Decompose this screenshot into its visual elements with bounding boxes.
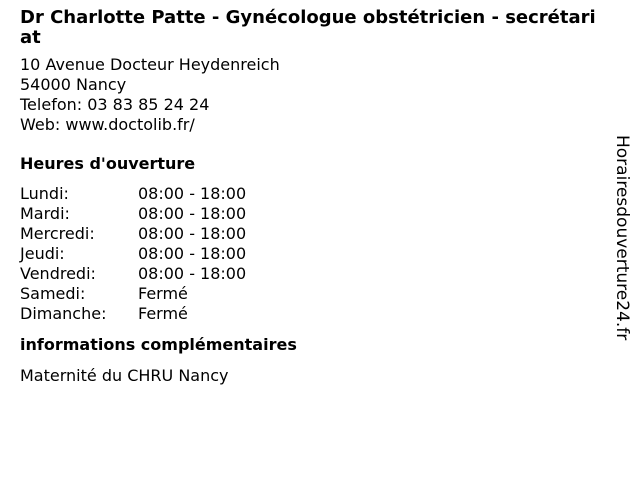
additional-info-text: Maternité du CHRU Nancy: [20, 366, 229, 385]
day-hours: Fermé: [138, 284, 188, 303]
address-block: [20, 55, 605, 135]
day-label: Jeudi:: [20, 244, 65, 263]
day-hours: 08:00 - 18:00: [138, 184, 247, 203]
opening-hours-table: [20, 184, 605, 324]
day-label: Mercredi:: [20, 224, 95, 243]
day-label: Samedi:: [20, 284, 86, 303]
street-address: 10 Avenue Docteur Heydenreich: [20, 55, 280, 74]
opening-hours-heading: Heures d'ouverture: [20, 154, 196, 173]
hours-row-sunday: [20, 304, 605, 324]
hours-row-tuesday: [20, 204, 605, 224]
day-hours: 08:00 - 18:00: [138, 224, 247, 243]
website-link[interactable]: Web: www.doctolib.fr/: [20, 115, 195, 134]
hours-row-wednesday: [20, 224, 605, 244]
day-hours: Fermé: [138, 304, 188, 323]
day-hours: 08:00 - 18:00: [138, 264, 247, 283]
listing-content: [20, 8, 605, 386]
day-hours: 08:00 - 18:00: [138, 204, 247, 223]
page-title: Dr Charlotte Patte - Gynécologue obstétricien - secrétariat: [20, 7, 596, 48]
day-label: Mardi:: [20, 204, 70, 223]
day-label: Dimanche:: [20, 304, 107, 323]
city-address: 54000 Nancy: [20, 75, 127, 94]
hours-row-saturday: [20, 284, 605, 304]
day-label: Lundi:: [20, 184, 69, 203]
hours-row-friday: [20, 264, 605, 284]
additional-info-heading: informations complémentaires: [20, 335, 297, 354]
phone-number[interactable]: Telefon: 03 83 85 24 24: [20, 95, 210, 114]
hours-row-monday: [20, 184, 605, 204]
site-watermark: Horairesdouverture24.fr: [612, 135, 632, 341]
hours-row-thursday: [20, 244, 605, 264]
day-label: Vendredi:: [20, 264, 96, 283]
day-hours: 08:00 - 18:00: [138, 244, 247, 263]
